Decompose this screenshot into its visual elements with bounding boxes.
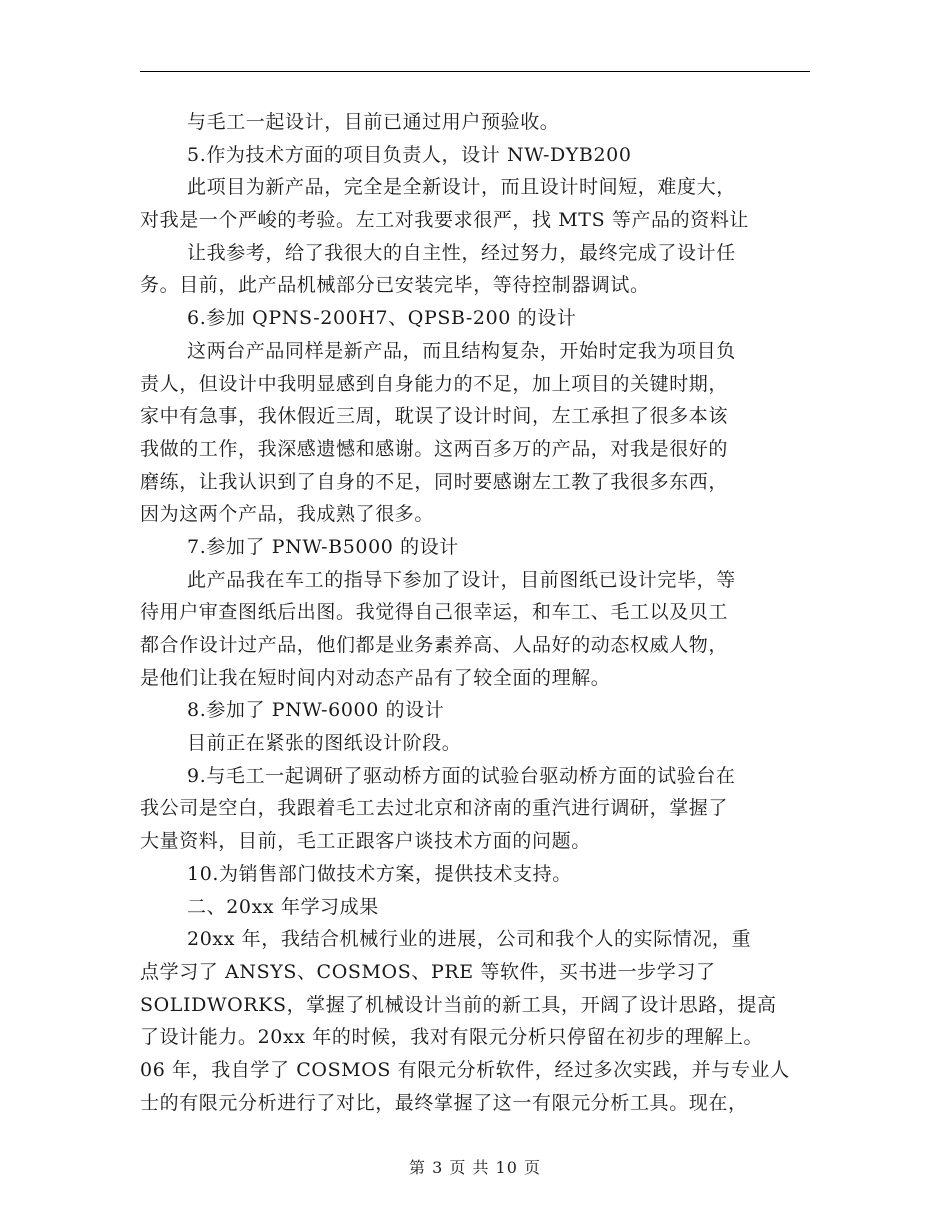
paragraph-line: 是他们让我在短时间内对动态产品有了较全面的理解。 [140, 666, 611, 689]
paragraph-line: 都合作设计过产品，他们都是业务素养高、人品好的动态权威人物， [140, 634, 729, 656]
page-number: 第 3 页 共 10 页 [409, 1158, 541, 1177]
paragraph-line: 此产品我在车工的指导下参加了设计，目前图纸已设计完毕，等 [187, 568, 736, 591]
paragraph-line: 磨练，让我认识到了自身的不足，同时要感谢左工教了我很多东西， [140, 470, 729, 493]
paragraph-line: 20xx 年，我结合机械行业的进展，公司和我个人的实际情况，重 [187, 928, 752, 951]
paragraph-line: 责人，但设计中我明显感到自身能力的不足，加上项目的关键时期， [140, 372, 729, 395]
paragraph-line: 大量资料，目前，毛工正跟客户谈技术方面的问题。 [140, 830, 591, 853]
paragraph-line: SOLIDWORKS，掌握了机械设计当前的新工具，开阔了设计思路，提高 [140, 993, 777, 1016]
paragraph-line: 对我是一个严峻的考验。左工对我要求很严，找 MTS 等产品的资料让 [140, 209, 750, 232]
page-footer [0, 1155, 950, 1178]
paragraph-line: 此项目为新产品，完全是全新设计，而且设计时间短，难度大， [187, 176, 736, 199]
paragraph-line: 我做的工作，我深感遗憾和感谢。这两百多万的产品，对我是很好的 [140, 437, 729, 460]
paragraph-line: 7.参加了 PNW-B5000 的设计 [187, 535, 459, 558]
paragraph-line: 9.与毛工一起调研了驱动桥方面的试验台驱动桥方面的试验台在 [187, 764, 736, 787]
paragraph-line: 10.为销售部门做技术方案，提供技术支持。 [187, 862, 572, 885]
paragraph-line: 让我参考，给了我很大的自主性，经过努力，最终完成了设计任 [187, 241, 736, 264]
paragraph-line: 家中有急事，我休假近三周，耽误了设计时间，左工承担了很多本该 [140, 405, 729, 428]
paragraph-line: 我公司是空白，我跟着毛工去过北京和济南的重汽进行调研，掌握了 [140, 797, 729, 820]
paragraph-line: 因为这两个产品，我成熟了很多。 [140, 503, 435, 526]
paragraph-line: 点学习了 ANSYS、COSMOS、PRE 等软件，买书进一步学习了 [140, 960, 716, 983]
paragraph-line: 8.参加了 PNW-6000 的设计 [187, 699, 445, 722]
paragraph-line: 士的有限元分析进行了对比，最终掌握了这一有限元分析工具。现在， [140, 1091, 748, 1114]
paragraph-line: 待用户审查图纸后出图。我觉得自己很幸运，和车工、毛工以及贝工 [140, 601, 729, 624]
document-body [140, 106, 820, 1119]
paragraph-line: 了设计能力。20xx 年的时候，我对有限元分析只停留在初步的理解上。 [140, 1026, 764, 1049]
paragraph-line: 目前正在紧张的图纸设计阶段。 [187, 732, 462, 755]
header-rule [140, 71, 810, 72]
paragraph-line: 5.作为技术方面的项目负责人，设计 NW-DYB200 [187, 143, 632, 166]
paragraph-line: 06 年，我自学了 COSMOS 有限元分析软件，经过多次实践，并与专业人 [140, 1058, 790, 1081]
paragraph-line: 二、20xx 年学习成果 [187, 895, 379, 918]
paragraph-line: 这两台产品同样是新产品，而且结构复杂，开始时定我为项目负 [187, 339, 736, 362]
paragraph-line: 6.参加 QPNS-200H7、QPSB-200 的设计 [187, 307, 577, 330]
paragraph-line: 与毛工一起设计，目前已通过用户预验收。 [187, 111, 560, 133]
paragraph-line: 务。目前，此产品机械部分已安装完毕，等待控制器调试。 [140, 274, 650, 297]
